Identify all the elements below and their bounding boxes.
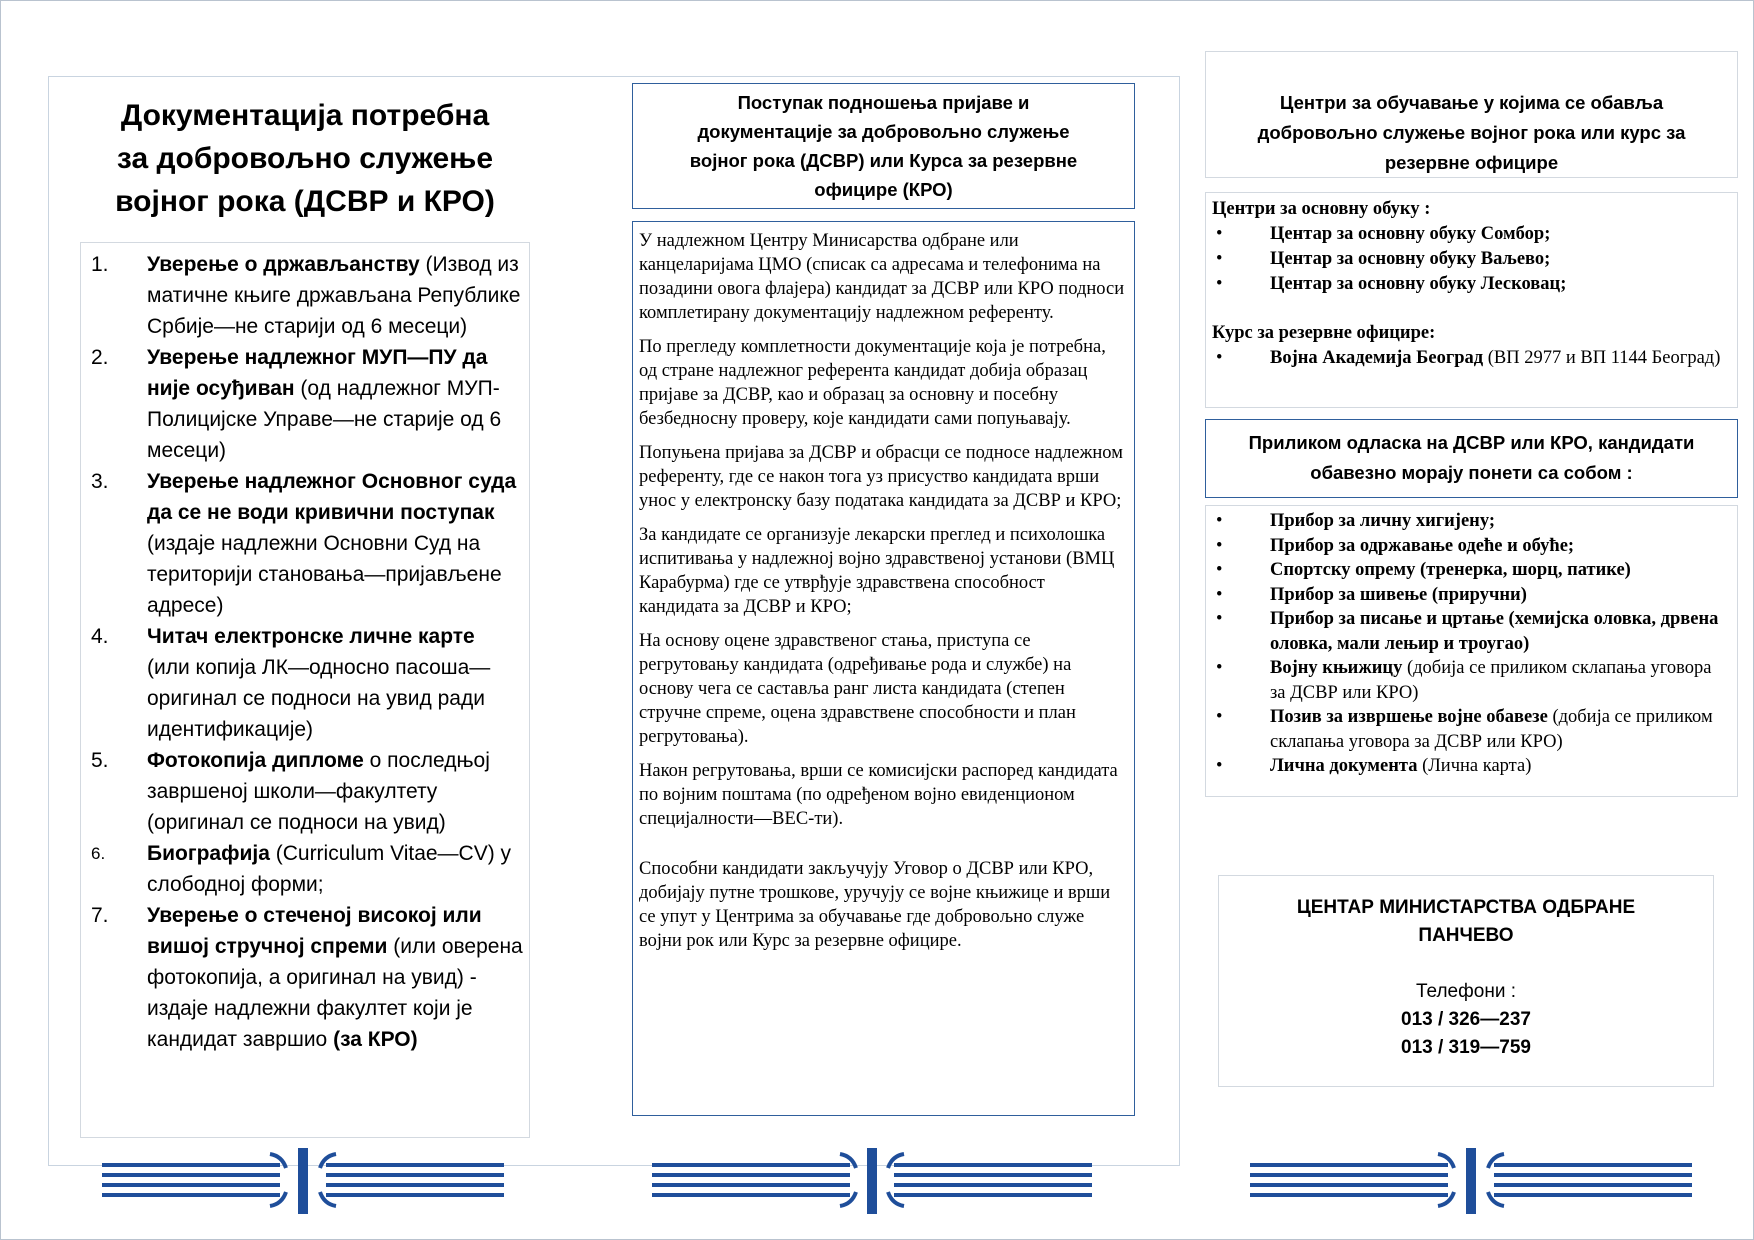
- item-number: 6.: [91, 844, 106, 863]
- procedure-title-line: Поступак подношења пријаве и: [737, 92, 1030, 113]
- org-name: ЦЕНТАР МИНИСТАРСТВА ОДБРАНЕ: [1296, 897, 1636, 918]
- item-bold: Прибор за одржавање одеће и обуће;: [1270, 535, 1575, 556]
- phone-number: 013 / 319—759: [1401, 1037, 1531, 1058]
- training-centers-title: [1205, 51, 1738, 178]
- contact-box: [1218, 875, 1714, 1087]
- item-bold: Читач електронске личне карте: [147, 625, 475, 648]
- procedure-title-line: војног рока (ДСВР) или Курса за резервне: [689, 150, 1078, 171]
- procedure-paragraph: Способни кандидати закључују Уговор о ДСВР или КРО, добијају путне трошкове, уручују се војне књижице и врши се упут у Центрима за обучавање где добровољно служе војни рок или Курс за резервне официре.: [639, 859, 1111, 951]
- list-item: [1212, 754, 1731, 779]
- document-item: [87, 342, 523, 466]
- item-text: (или копија ЛК—односно пасоша—оригинал се подноси на увид ради идентификације): [147, 656, 491, 741]
- departure-items-box: [1205, 505, 1738, 797]
- document-item: [87, 838, 523, 900]
- item-bold: Уверење надлежног МУП—ПУ да није осуђиван: [147, 346, 488, 400]
- item-text: (Извод из матичне књиге држављана Републике Србије—не старији од 6 месеци): [147, 253, 521, 338]
- item-bold: Уверење о стеченој високој или вишој стручној спреми: [147, 904, 482, 958]
- bullet-icon: •: [1216, 609, 1223, 629]
- bullet-icon: •: [1216, 658, 1223, 678]
- military-emblem-icon: [650, 1148, 1094, 1214]
- procedure-paragraph: Попуњена пријава за ДСВР и обрасци се подносе надлежном референту, где се након тога уз присуство кандидата врши унос у електронску базу података кандидата за ДСВР и КРО;: [639, 443, 1123, 511]
- list-item: [1212, 656, 1731, 705]
- training-centers-box: [1205, 192, 1738, 408]
- left-title-line: војног рока (ДСВР и КРО): [115, 185, 495, 218]
- procedure-paragraph: По прегледу комплетности документације која је потребна, од стране надлежног референта кандидат добија образац пријаве за ДСВР, као и образац за основну и посебну безбедносну проверу, које кандидати сами попуњавају.: [639, 337, 1106, 429]
- item-bold: Биографија: [147, 842, 270, 865]
- bullet-icon: •: [1216, 756, 1223, 776]
- bullet-icon: •: [1216, 707, 1223, 727]
- bullet-icon: •: [1216, 348, 1223, 368]
- academy-detail: (ВП 2977 и ВП 1144 Београд): [1483, 348, 1721, 368]
- item-bold: Позив за извршење војне обавезе: [1270, 707, 1548, 727]
- item-bold: Спортску опрему (тренерка, шорц, патике): [1270, 560, 1631, 580]
- list-item: [1212, 247, 1731, 272]
- training-centers-title-line: добровољно служење војног рока или курс за: [1257, 122, 1686, 143]
- military-emblem-icon: [1248, 1148, 1694, 1214]
- list-item: [1212, 346, 1731, 371]
- left-title-line: Документација потребна: [120, 99, 490, 132]
- item-number: 2.: [91, 346, 109, 369]
- center-name: Центар за основну обуку Лесковац;: [1270, 274, 1567, 294]
- bullet-icon: •: [1216, 224, 1223, 244]
- list-item: [1212, 509, 1731, 534]
- item-text: (од надлежног МУП-Полицијске Управе—не старије од 6 месеци): [147, 377, 502, 462]
- list-item: [1212, 705, 1731, 754]
- training-centers-title-line: резервне официре: [1384, 152, 1559, 173]
- item-number: 7.: [91, 904, 109, 927]
- bullet-icon: •: [1216, 584, 1223, 605]
- document-item: [87, 900, 523, 1055]
- list-item: [1212, 222, 1731, 247]
- left-title-line: за добровољно служење: [116, 142, 494, 175]
- item-number: 5.: [91, 749, 109, 772]
- bullet-icon: •: [1216, 511, 1223, 531]
- list-item: [1212, 607, 1731, 656]
- officer-course-list: [1212, 346, 1731, 371]
- procedure-title: [632, 83, 1135, 209]
- list-item: [1212, 272, 1731, 297]
- item-text: (добија се приликом склапања уговора за ДСВР или КРО): [1270, 658, 1712, 703]
- departure-title-line: Приликом одласка на ДСВР или КРО, кандидати: [1248, 432, 1695, 453]
- military-emblem-icon: [100, 1148, 506, 1214]
- officer-course-heading: Курс за резервне официре:: [1212, 323, 1436, 343]
- item-bold: (за КРО): [333, 1028, 418, 1051]
- item-bold: Лична документа: [1270, 756, 1418, 776]
- procedure-paragraph: На основу оцене здравственог стања, приступа се регрутовању кандидата (одређивање рода и службе) на основу чега се саставља ранг листа кандидата (степен стручне спреме, оцена здравствене способности и план регрутовања).: [639, 631, 1076, 747]
- document-item: [87, 745, 523, 838]
- org-city: ПАНЧЕВО: [1418, 925, 1514, 946]
- procedure-paragraph: Након регрутовања, врши се комисијски распоред кандидата по војним поштама (по одређеном војно евиденционом специјалности—ВЕС-ти).: [639, 761, 1118, 829]
- item-text: (добија се приликом склапања уговора за ДСВР или КРО): [1270, 707, 1713, 752]
- departure-title-line: обавезно морају понети са собом :: [1310, 462, 1633, 483]
- left-title: [70, 94, 540, 223]
- procedure-title-line: официре (КРО): [814, 179, 953, 200]
- list-item: [1212, 534, 1731, 559]
- document-item: [87, 466, 523, 621]
- list-item: [1212, 583, 1731, 608]
- training-centers-title-line: Центри за обучавање у којима се обавља: [1279, 92, 1664, 113]
- item-text: (Curriculum Vitae—CV) у слободној форми;: [147, 842, 512, 896]
- item-number: 4.: [91, 625, 109, 648]
- item-number: 3.: [91, 470, 109, 493]
- procedure-body: [632, 221, 1135, 1116]
- bullet-icon: •: [1216, 560, 1223, 580]
- item-bold: Војну књижицу: [1270, 658, 1403, 678]
- document-item: [87, 621, 523, 745]
- item-number: 1.: [91, 253, 109, 276]
- procedure-paragraph: У надлежном Центру Минисарства одбране или канцеларијама ЦМО (списак са адресама и телефонима на позадини овога флајера) кандидат за ДСВР или КРО подноси комплетирану документацију надлежном референту.: [639, 231, 1125, 323]
- basic-centers-list: [1212, 222, 1731, 297]
- item-text: (Лична карта): [1417, 756, 1532, 776]
- item-text: (издаје надлежни Основни Суд на територији становања—пријављене адресе): [147, 532, 502, 617]
- list-item: [1212, 558, 1731, 583]
- item-text: (или оверена фотокопија, а оригинал на увид) - издаје надлежни факултет који је кандидат завршио: [147, 935, 523, 1051]
- departure-items-list: [1212, 509, 1731, 779]
- document-item: [87, 249, 523, 342]
- item-bold: Фотокопија дипломе: [147, 749, 364, 772]
- item-bold: Уверење о држављанству: [147, 253, 420, 276]
- departure-title: [1205, 419, 1738, 498]
- academy-name: Војна Академија Београд: [1270, 348, 1484, 368]
- basic-training-heading: Центри за основну обуку :: [1212, 199, 1431, 219]
- center-name: Центар за основну обуку Сомбор;: [1270, 224, 1551, 244]
- bullet-icon: •: [1216, 535, 1223, 556]
- procedure-paragraph: За кандидате се организује лекарски преглед и психолошка испитивања у надлежној војно здравственој установи (ВМЦ Карабурма) где се утврђује здравствена способност кандидата за ДСВР и КРО;: [639, 525, 1115, 617]
- bullet-icon: •: [1216, 274, 1223, 294]
- procedure-title-line: документације за добровољно служење: [697, 121, 1070, 142]
- item-bold: Прибор за личну хигијену;: [1270, 511, 1495, 531]
- item-text: о последњој завршеној школи—факултету (оригинал се подноси на увид): [147, 749, 490, 834]
- item-bold: Уверење надлежног Основног суда да се не води кривични поступак: [147, 470, 517, 524]
- phone-number: 013 / 326—237: [1401, 1009, 1531, 1030]
- documents-list: [80, 242, 530, 1138]
- phones-label: Телефони :: [1416, 981, 1516, 1002]
- item-bold: Прибор за шивење (приручни): [1270, 584, 1527, 605]
- center-name: Центар за основну обуку Ваљево;: [1270, 249, 1551, 269]
- item-bold: Прибор за писање и цртање (хемијска оловка, дрвена оловка, мали лењир и троугао): [1270, 609, 1719, 654]
- bullet-icon: •: [1216, 249, 1223, 269]
